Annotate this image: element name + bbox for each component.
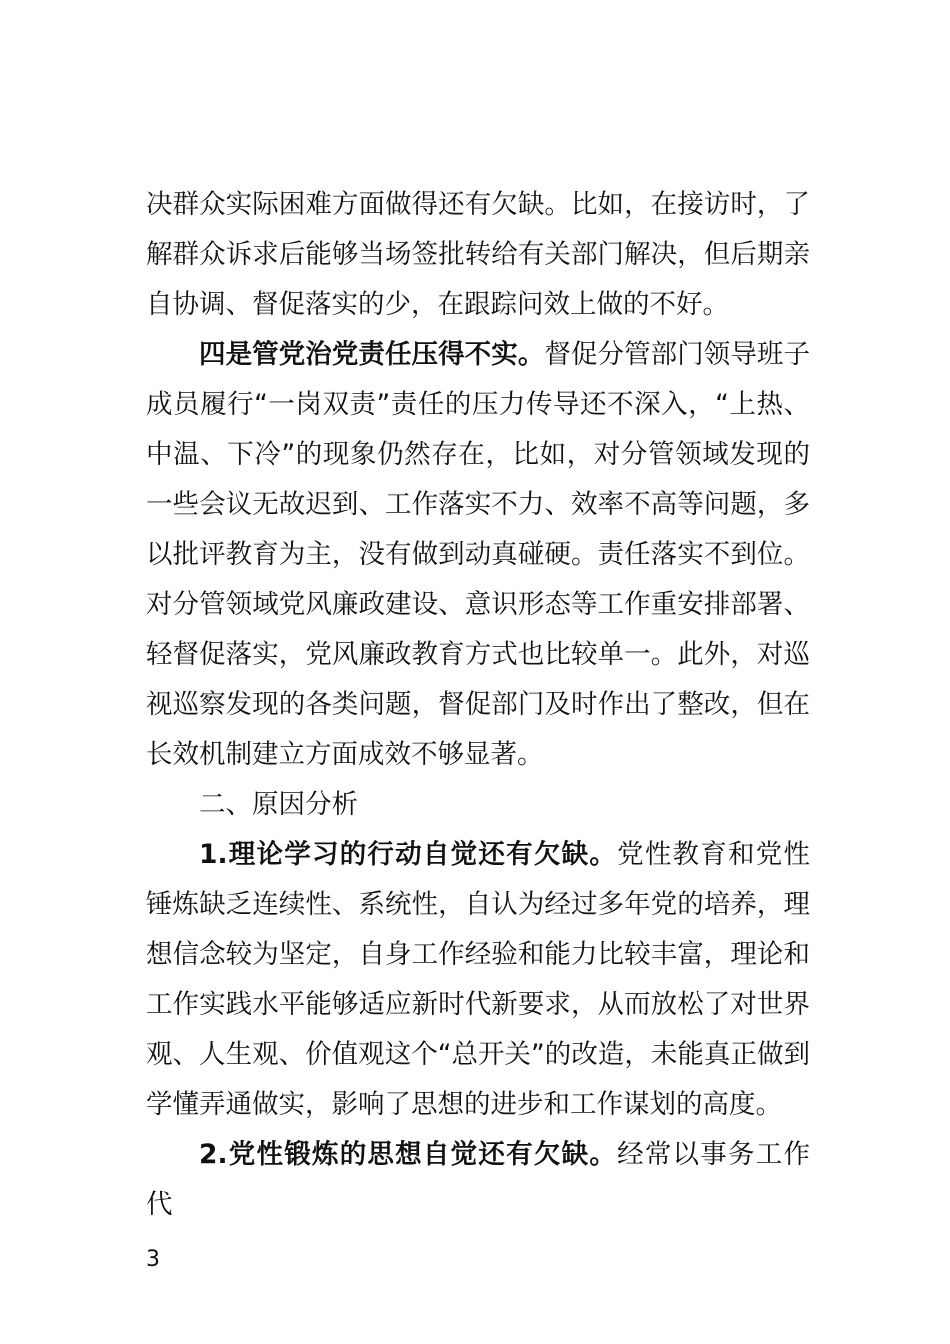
paragraph-lead: 2.党性锻炼的思想自觉还有欠缺。: [199, 1139, 618, 1170]
paragraph-text: 经常以事务工作代: [146, 1139, 811, 1220]
document-body: [146, 180, 810, 1230]
paragraph-text: 督促分管部门领导班子成员履行“一岗双责”责任的压力传导还不深入，“上热、中温、下冷”的现象仍然存在，比如，对分管领域发现的一些会议无故迟到、工作落实不力、效率不高等问题，多以批评教育为主，没有做到动真碰硬。责任落实不到位。对分管领域党风廉政建设、意识形态等工作重安排部署、轻督促落实，党风廉政教育方式也比较单一。此外，对巡视巡察发现的各类问题，督促部门及时作出了整改，但在长效机制建立方面成效不够显著。: [146, 339, 811, 770]
page-number: 3: [146, 1247, 160, 1272]
paragraph-text: 决群众实际困难方面做得还有欠缺。比如，在接访时，了解群众诉求后能够当场签批转给有关部门解决，但后期亲自协调、督促落实的少，在跟踪问效上做的不好。: [146, 189, 810, 320]
paragraph-party-training: [146, 1130, 810, 1230]
paragraph-continuation: [146, 180, 810, 330]
paragraph-lead: 四是管党治党责任压得不实。: [199, 339, 545, 370]
section-heading-text: 二、原因分析: [199, 789, 358, 820]
paragraph-party-responsibility: [146, 330, 810, 780]
paragraph-text: 党性教育和党性锤炼缺乏连续性、系统性，自认为经过多年党的培养，理想信念较为坚定，自身工作经验和能力比较丰富，理论和工作实践水平能够适应新时代新要求，从而放松了对世界观、人生观、价值观这个“总开关”的改造，未能真正做到学懂弄通做实，影响了思想的进步和工作谋划的高度。: [146, 839, 811, 1120]
section-heading-cause-analysis: [146, 780, 810, 830]
paragraph-theory-study: [146, 830, 810, 1130]
paragraph-lead: 1.理论学习的行动自觉还有欠缺。: [199, 839, 618, 870]
